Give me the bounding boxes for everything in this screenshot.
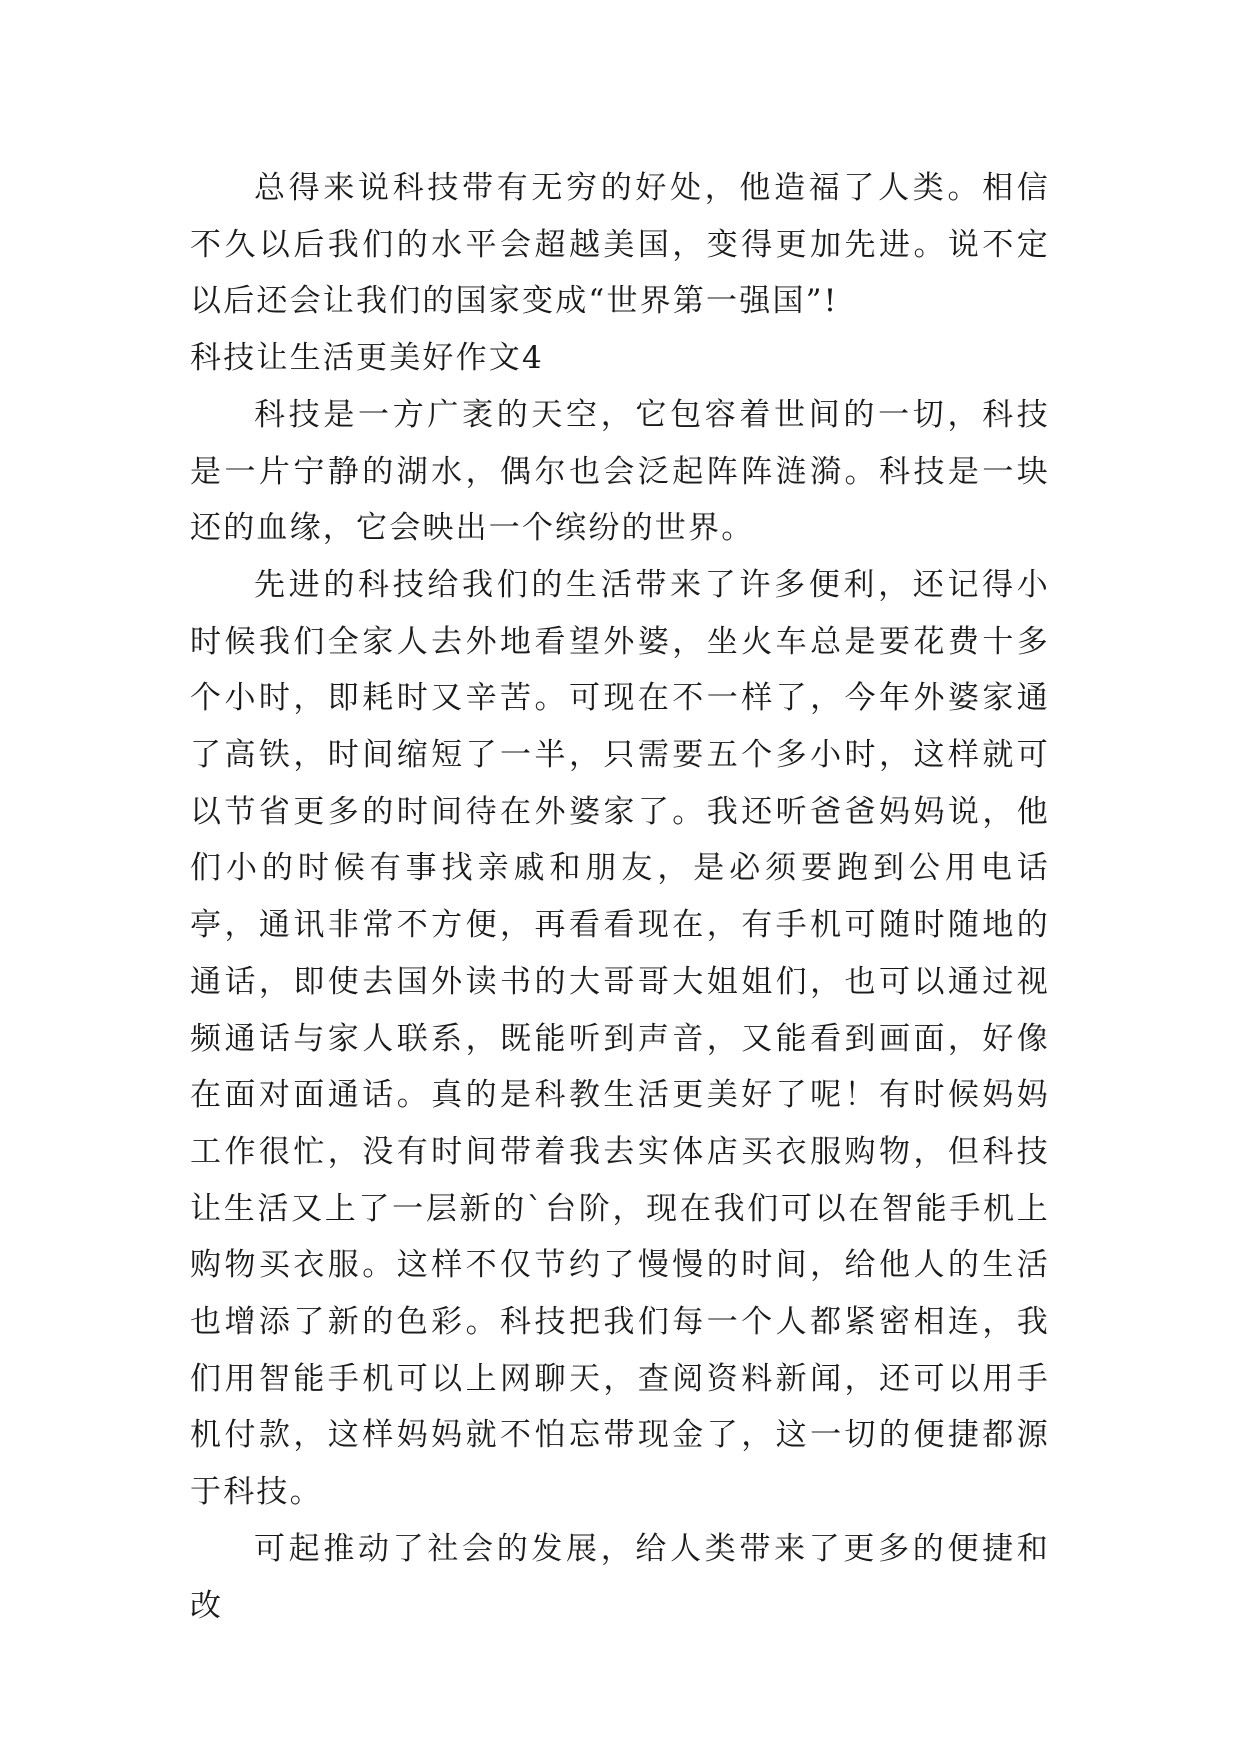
paragraph-body: 先进的科技给我们的生活带来了许多便利，还记得小时候我们全家人去外地看望外婆，坐火车总是要花费十多个小时，即耗时又辛苦。可现在不一样了，今年外婆家通了高铁，时间缩短了一半，只需要五个多小时，这样就可以节省更多的时间待在外婆家了。我还听爸爸妈妈说，他们小的时候有事找亲戚和朋友，是必须要跑到公用电话亭，通讯非常不方便，再看看现在，有手机可随时随地的通话，即使去国外读书的大哥哥大姐姐们，也可以通过视频通话与家人联系，既能听到声音，又能看到画面，好像在面对面通话。真的是科教生活更美好了呢！有时候妈妈工作很忙，没有时间带着我去实体店买衣服购物，但科技让生活又上了一层新的`台阶，现在我们可以在智能手机上购物买衣服。这样不仅节约了慢慢的时间，给他人的生活也增添了新的色彩。科技把我们每一个人都紧密相连，我们用智能手机可以上网聊天，查阅资料新闻，还可以用手机付款，这样妈妈就不怕忘带现金了，这一切的便捷都源于科技。: [190, 566, 1050, 1511]
document-body: [190, 160, 1050, 1634]
paragraph-intro: 科技是一方广袤的天空，它包容着世间的一切，科技是一片宁静的湖水，偶尔也会泛起阵阵涟漪。科技是一块还的血缘，它会映出一个缤纷的世界。: [190, 396, 1050, 547]
essay-heading: 科技让生活更美好作文4: [190, 340, 544, 377]
paragraph-closing: 可起推动了社会的发展，给人类带来了更多的便捷和改: [190, 1530, 1050, 1624]
paragraph-conclusion: 总得来说科技带有无穷的好处，他造福了人类。相信不久以后我们的水平会超越美国，变得更加先进。说不定以后还会让我们的国家变成“世界第一强国”!: [190, 170, 1050, 320]
